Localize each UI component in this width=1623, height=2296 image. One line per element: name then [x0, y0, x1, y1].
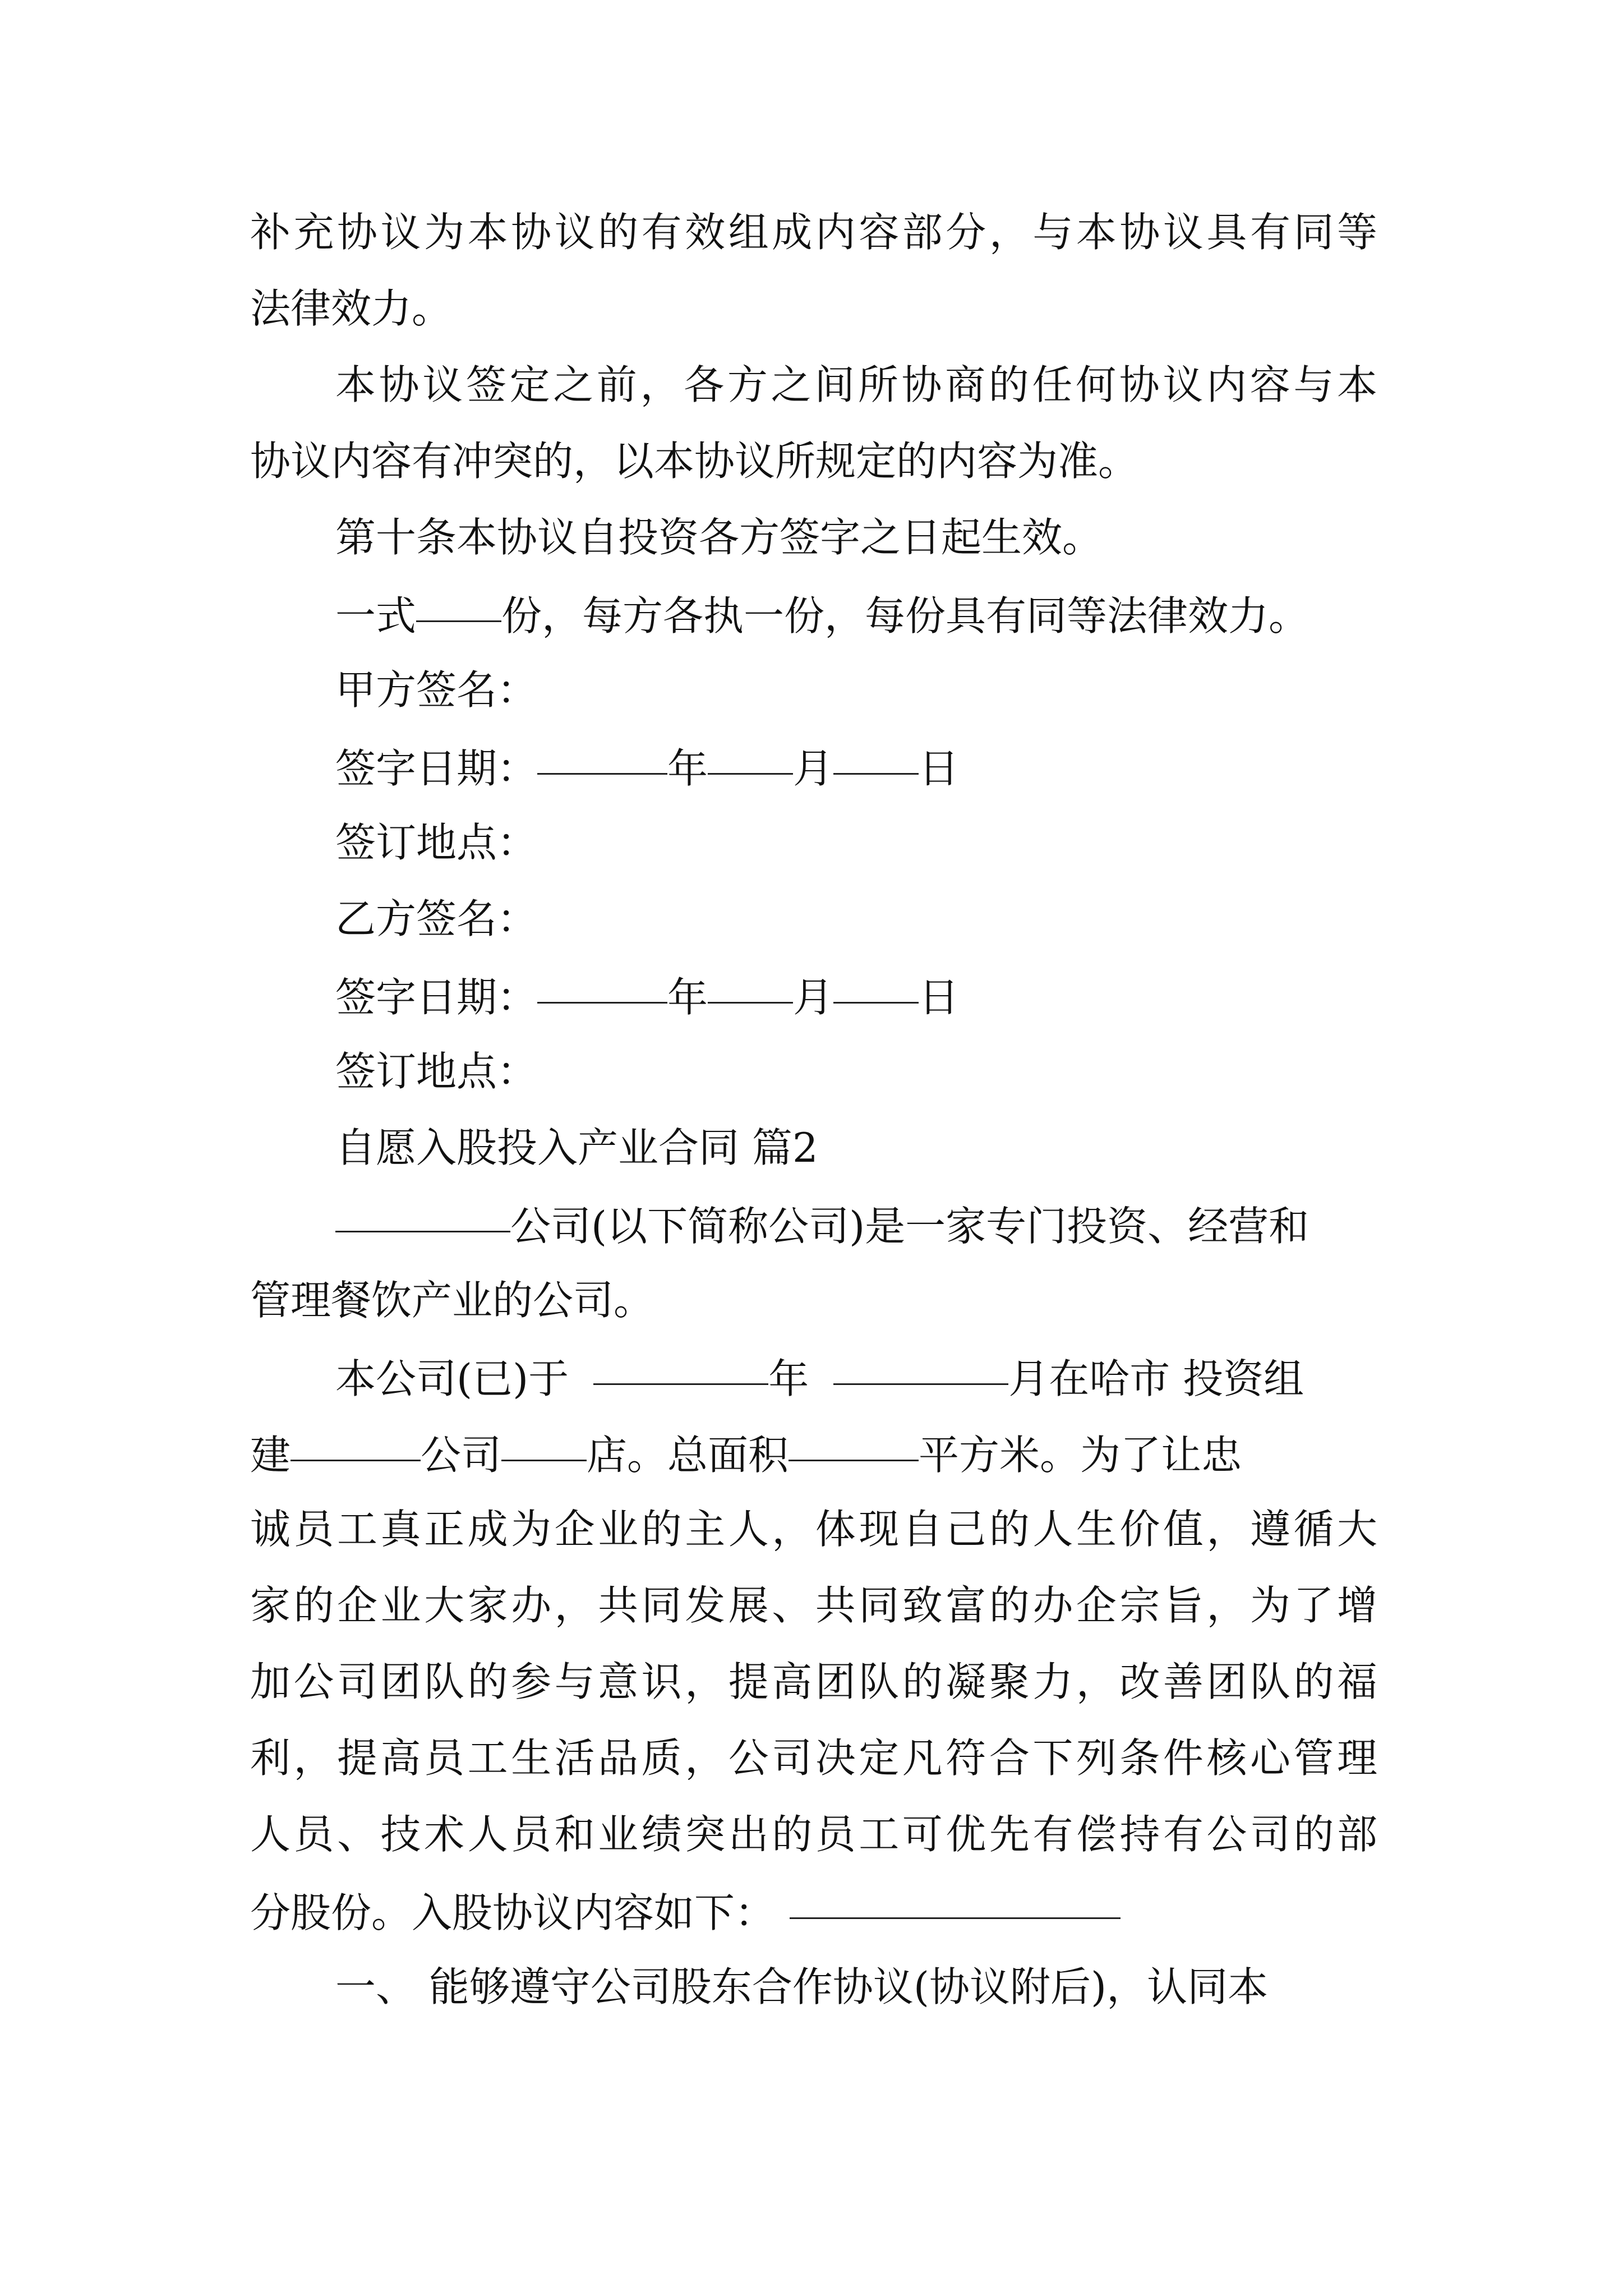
paragraph-line: 管理餐饮产业的公司。: [250, 1277, 654, 1324]
month-blank: [708, 957, 793, 1004]
year-blank: [593, 1338, 768, 1385]
paragraph-line: 本协议签定之前，各方之间所协商的任何协议内容与本: [335, 361, 1377, 408]
year-blank: [537, 957, 667, 1004]
p2-text-b: 年: [768, 1355, 809, 1402]
item-one-line: 一、 能够遵守公司股东合作协议(协议附后)，认同本: [335, 1963, 1269, 2010]
p2-line-2: [250, 1415, 1377, 1491]
copies-text-b: 份，每方各执一份，每份具有同等法律效力。: [501, 592, 1310, 639]
party-b-signature-label: 乙方签名：: [335, 895, 538, 942]
p2-text-a: 本公司(已)于: [335, 1355, 569, 1402]
company-name-blank: [335, 1186, 510, 1232]
article-ten-line: 第十条本协议自投资各方签字之日起生效。: [335, 514, 1103, 561]
party-a-date-line: [335, 728, 1377, 804]
area-blank: [789, 1415, 919, 1461]
paragraph-line: 协议内容有冲突的，以本协议所规定的内容为准。: [250, 438, 1139, 485]
paragraph-line: 利，提高员工生活品质，公司决定凡符合下列条件核心管理: [250, 1734, 1377, 1782]
party-a-signature-label: 甲方签名：: [335, 666, 538, 714]
copies-line: [335, 576, 1377, 652]
p2-last-line: [250, 1872, 1377, 1949]
p2-text-c: 月在哈市 投资组: [1008, 1355, 1304, 1402]
year-label: 年: [667, 745, 708, 792]
party-a-place-label: 签订地点：: [335, 819, 538, 866]
p2-text-a: 建: [250, 1432, 291, 1479]
section-title: 自愿入股投入产业合同 篇2: [335, 1124, 818, 1171]
date-label: 签字日期：: [335, 745, 538, 792]
day-label: 日: [919, 974, 960, 1021]
month-blank: [833, 1338, 1008, 1385]
copies-blank: [416, 576, 501, 622]
day-label: 日: [919, 745, 960, 792]
paragraph-line: 加公司团队的参与意识，提高团队的凝聚力，改善团队的福: [250, 1658, 1377, 1705]
day-blank: [833, 957, 919, 1004]
paragraph-line: 人员、技术人员和业绩突出的员工可优先有偿持有公司的部: [250, 1811, 1377, 1858]
paragraph-line: 家的企业大家办，共同发展、共同致富的办企宗旨，为了增: [250, 1582, 1377, 1629]
party-b-date-line: [335, 957, 1377, 1033]
intro-text: 公司(以下简称公司)是一家专门投资、经营和: [510, 1203, 1310, 1250]
p2-text-b: 公司: [421, 1432, 502, 1479]
month-label: 月: [793, 745, 834, 792]
paragraph-line: 诚员工真正成为企业的主人，体现自己的人生价值，遵循大: [250, 1506, 1377, 1553]
p2-text-c: 店。总面积: [587, 1432, 789, 1479]
month-label: 月: [793, 974, 834, 1021]
intro-line: [335, 1186, 1377, 1262]
content-blank: [790, 1872, 1121, 1919]
day-blank: [833, 728, 919, 775]
copies-text-a: 一式: [335, 592, 417, 639]
company-blank: [291, 1415, 421, 1461]
month-blank: [708, 728, 793, 775]
date-label: 签字日期：: [335, 974, 538, 1021]
paragraph-line: 法律效力。: [250, 285, 453, 332]
year-label: 年: [667, 974, 708, 1021]
paragraph-line: 补充协议为本协议的有效组成内容部分，与本协议具有同等: [250, 209, 1377, 256]
p2-text-d: 平方米。为了让忠: [919, 1432, 1242, 1479]
p2-last-text: 分股份。入股协议内容如下：: [250, 1889, 776, 1936]
year-blank: [537, 728, 667, 775]
p2-line-1: [335, 1338, 1377, 1415]
store-blank: [501, 1415, 587, 1461]
party-b-place-label: 签订地点：: [335, 1048, 538, 1095]
